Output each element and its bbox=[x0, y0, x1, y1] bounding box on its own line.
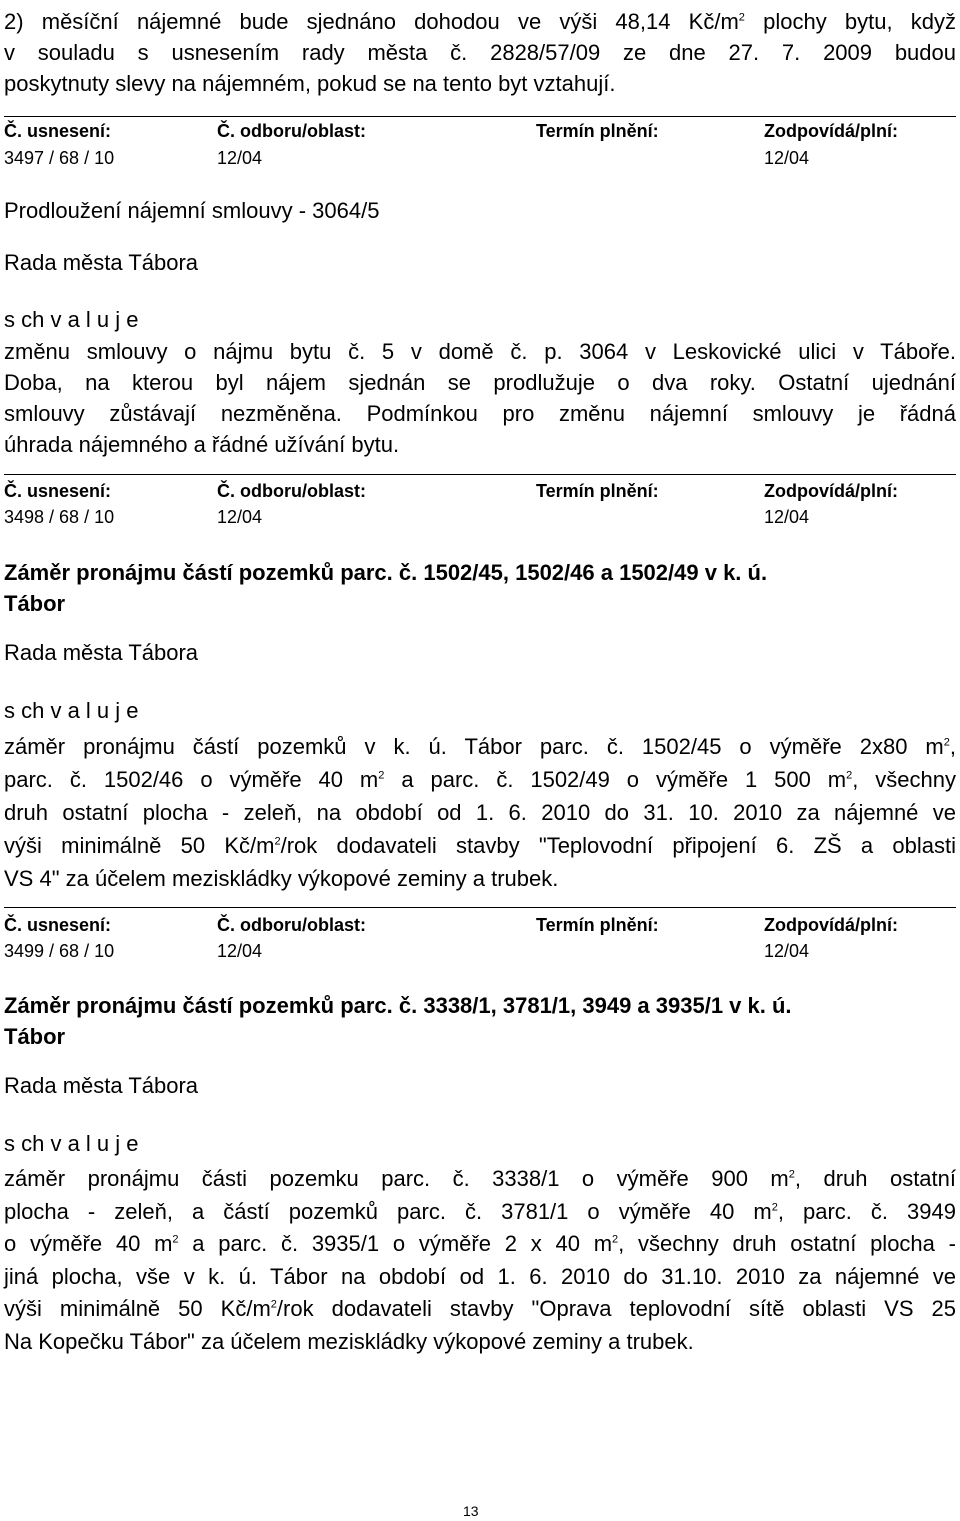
intro-line-2: v souladu s usnesením rady města č. 2828/57/09 ze dne 27. 7. 2009 budou bbox=[4, 40, 956, 65]
header-rule bbox=[4, 907, 956, 908]
resolution-title: Prodloužení nájemní smlouvy - 3064/5 bbox=[4, 198, 380, 223]
body-line: výši minimálně 50 $Kč/m^2$/rok dodavateli stavby "Teplovodní připojení 6. ZŠ a oblasti bbox=[4, 833, 956, 858]
intro-paragraph bbox=[4, 6, 956, 99]
intro-line-1: 2) měsíční nájemné bude sjednáno dohodou ve výši 48,14 $Kč/m^2$ plochy bytu, když bbox=[4, 9, 956, 34]
body-line: úhrada nájemného a řádné užívání bytu. bbox=[4, 432, 400, 457]
responsible-value: 12/04 bbox=[764, 507, 810, 527]
body-line: výši minimálně 50 $Kč/m^2$/rok dodavateli stavby "Oprava teplovodní sítě oblasti VS 25 bbox=[4, 1296, 956, 1322]
body-line: Na Kopečku Tábor" za účelem meziskládky výkopové zeminy a trubek. bbox=[4, 1328, 694, 1354]
council-label: Rada města Tábora bbox=[4, 250, 199, 275]
col-department-label: Č. odboru/oblast: bbox=[217, 915, 366, 935]
responsible-value: 12/04 bbox=[764, 941, 810, 961]
col-department-label: Č. odboru/oblast: bbox=[217, 481, 366, 501]
resolution-body bbox=[4, 730, 956, 895]
col-resolution-number-label: Č. usnesení: bbox=[4, 915, 112, 935]
header-rule bbox=[4, 116, 956, 117]
intro-line-3: poskytnuty slevy na nájemném, pokud se na tento byt vztahují. bbox=[4, 71, 616, 96]
body-line: záměr pronájmu částí pozemků v k. ú. Tábor parc. č. 1502/45 o výměře 2x80 $m^2$, bbox=[4, 734, 956, 759]
body-line: Doba, na kterou byl nájem sjednán se prodlužuje o dva roky. Ostatní ujednání bbox=[4, 370, 956, 395]
body-line: druh ostatní plocha - zeleň, na období od 1. 6. 2010 do 31. 10. 2010 za nájemné ve bbox=[4, 800, 956, 825]
col-deadline-label: Termín plnění: bbox=[536, 915, 659, 935]
resolution-title: Záměr pronájmu částí pozemků parc. č. 3338/1, 3781/1, 3949 a 3935/1 v k. ú. Tábor bbox=[4, 993, 792, 1049]
col-responsible-label: Zodpovídá/plní: bbox=[764, 121, 898, 141]
body-line: smlouvy zůstávají nezměněna. Podmínkou pro změnu nájemní smlouvy je řádná bbox=[4, 401, 956, 426]
responsible-value: 12/04 bbox=[764, 148, 810, 168]
col-deadline-label: Termín plnění: bbox=[536, 121, 659, 141]
council-label: Rada města Tábora bbox=[4, 1073, 199, 1098]
approves-label: s ch v a l u j e bbox=[4, 698, 139, 723]
body-line: o výměře 40 $m^2$ a parc. č. 3935/1 o výměře 2 x 40 $m^2$, všechny druh ostatní plocha - bbox=[4, 1231, 956, 1257]
col-responsible-label: Zodpovídá/plní: bbox=[764, 481, 898, 501]
col-resolution-number-label: Č. usnesení: bbox=[4, 481, 112, 501]
resolution-title: Záměr pronájmu částí pozemků parc. č. 1502/45, 1502/46 a 1502/49 v k. ú. Tábor bbox=[4, 560, 768, 616]
resolution-number: 3499 / 68 / 10 bbox=[4, 941, 115, 961]
body-line: jiná plocha, vše v k. ú. Tábor na období od 1. 6. 2010 do 31.10. 2010 za nájemné ve bbox=[4, 1263, 956, 1289]
department-value: 12/04 bbox=[217, 941, 263, 961]
header-rule bbox=[4, 474, 956, 475]
resolution-body bbox=[4, 336, 956, 460]
approves-label: s ch v a l u j e bbox=[4, 1131, 139, 1156]
col-responsible-label: Zodpovídá/plní: bbox=[764, 915, 898, 935]
resolution-number: 3498 / 68 / 10 bbox=[4, 507, 115, 527]
body-line: změnu smlouvy o nájmu bytu č. 5 v domě č. p. 3064 v Leskovické ulici v Táboře. bbox=[4, 339, 956, 364]
approves-label: s ch v a l u j e bbox=[4, 307, 139, 332]
department-value: 12/04 bbox=[217, 507, 263, 527]
department-value: 12/04 bbox=[217, 148, 263, 168]
page-number: 13 bbox=[463, 1503, 479, 1519]
resolution-number: 3497 / 68 / 10 bbox=[4, 148, 115, 168]
col-deadline-label: Termín plnění: bbox=[536, 481, 659, 501]
council-label: Rada města Tábora bbox=[4, 640, 199, 665]
col-department-label: Č. odboru/oblast: bbox=[217, 121, 366, 141]
body-line: záměr pronájmu části pozemku parc. č. 3338/1 o výměře 900 $m^2$, druh ostatní bbox=[4, 1166, 957, 1191]
body-line: parc. č. 1502/46 o výměře 40 $m^2$ a parc. č. 1502/49 o výměře 1 500 $m^2$, všechny bbox=[4, 767, 957, 792]
resolution-body bbox=[4, 1163, 956, 1359]
body-line: plocha - zeleň, a částí pozemků parc. č. 3781/1 o výměře 40 $m^2$, parc. č. 3949 bbox=[4, 1198, 957, 1224]
body-line: VS 4" za účelem meziskládky výkopové zeminy a trubek. bbox=[4, 866, 559, 891]
col-resolution-number-label: Č. usnesení: bbox=[4, 121, 112, 141]
